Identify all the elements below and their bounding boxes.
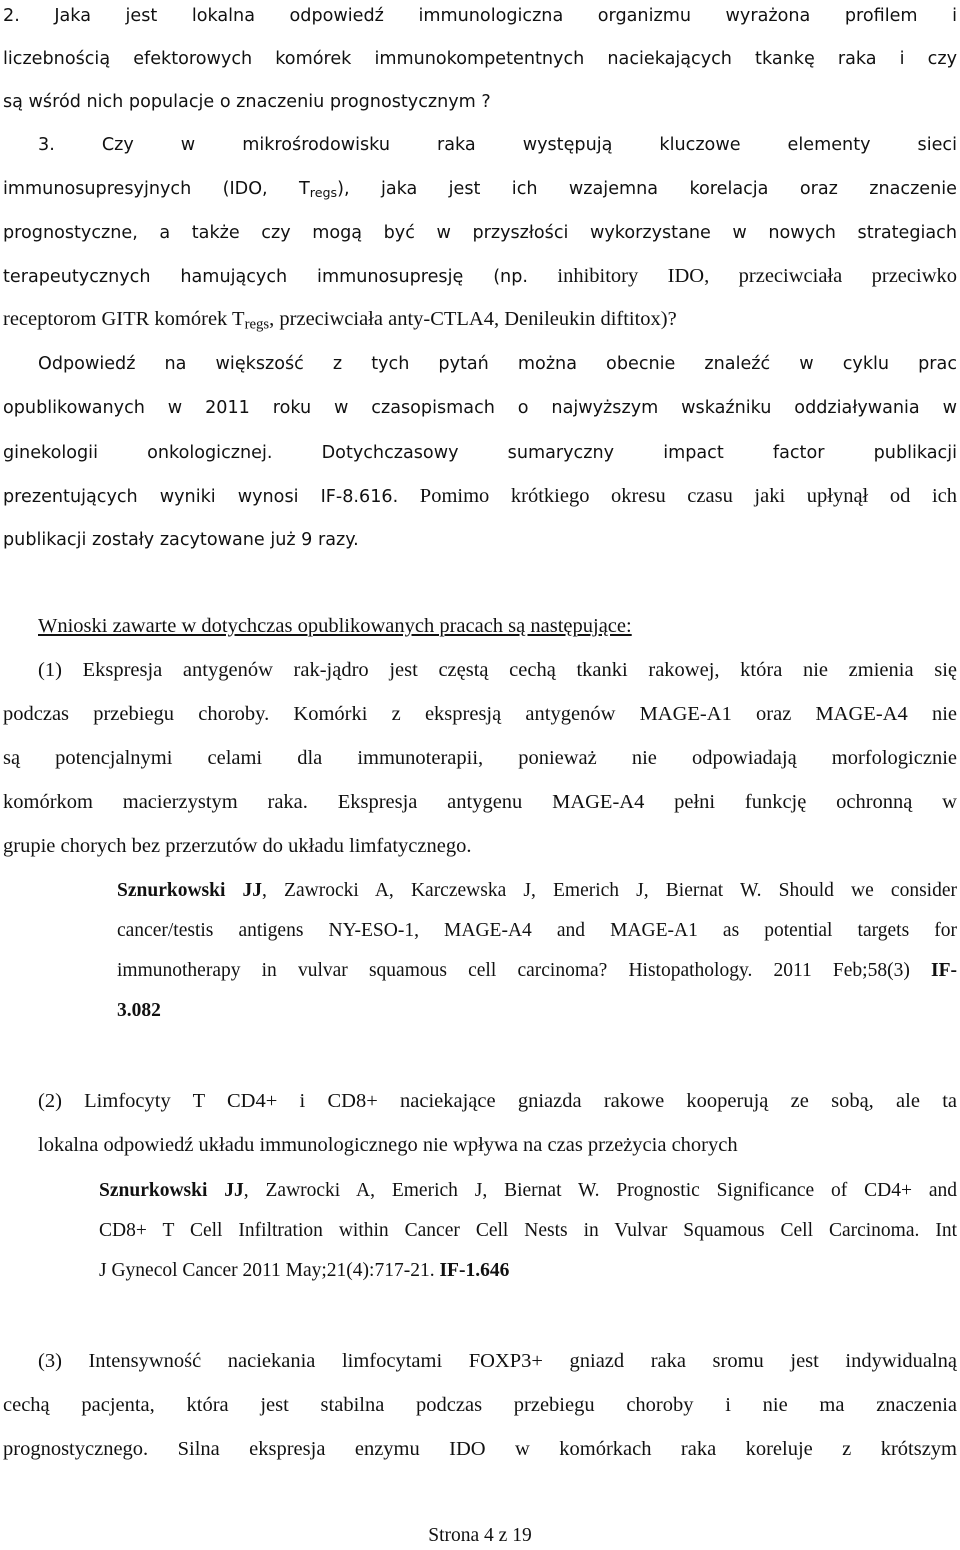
conclusion-3-line-2: cechą pacjenta, która jest stabilna podczas przebiegu choroby i nie ma znaczenia [3, 1394, 957, 1416]
question-3-line-3: prognostyczne, a także czy mogą być w przyszłości wykorzystane w nowych strategiach [3, 223, 957, 243]
conclusion-1-line-4: komórkom macierzystym raka. Ekspresja antygenu MAGE-A4 pełni funkcję ochronną w [3, 791, 957, 813]
answer-text: Pomimo krótkiego okresu czasu jaki upłynął od ich [398, 485, 957, 507]
question-3-text: ), jaka jest ich wzajemna korelacja oraz znaczenie [337, 179, 957, 199]
conclusion-3-line-1: (3) Intensywność naciekania limfocytami FOXP3+ gniazd raka sromu jest indywidualną [38, 1350, 957, 1372]
reference-1-line-3 [117, 957, 957, 985]
answer-line-1: Odpowiedź na większość z tych pytań można obecnie znaleźć w cyklu prac [38, 354, 957, 374]
conclusion-1-line-2: podczas przebiegu choroby. Komórki z ekspresją antygenów MAGE-A1 oraz MAGE-A4 nie [3, 703, 957, 725]
reference-text: , Zawrocki A, Karczewska J, Emerich J, Biernat W. Should we consider [262, 880, 957, 901]
answer-text: ginekologii onkologicznej. [3, 443, 273, 463]
reference-author: Sznurkowski JJ [117, 880, 263, 901]
answer-text: prezentujących wyniki wynosi IF-8.616. [3, 487, 399, 507]
reference-2-line-1 [99, 1177, 957, 1205]
conclusion-1-line-3: są potencjalnymi celami dla immunoterapii, ponieważ nie odpowiadają morfologicznie [3, 747, 957, 769]
reference-author: Sznurkowski JJ [99, 1180, 244, 1201]
question-2-line-3: są wśród nich populacje o znaczeniu prognostycznym ? [3, 92, 491, 112]
conclusion-3-line-3: prognostycznego. Silna ekspresja enzymu IDO w komórkach raka koreluje z krótszym [3, 1438, 957, 1460]
conclusion-1-line-5: grupie chorych bez przerzutów do układu limfatycznego. [3, 835, 472, 857]
page-number: Strona 4 z 19 [428, 1525, 532, 1546]
reference-1-line-1 [117, 877, 957, 905]
reference-1-line-2: cancer/testis antigens NY-ESO-1, MAGE-A4 and MAGE-A1 as potential targets for [117, 920, 957, 941]
conclusions-heading: Wnioski zawarte w dotychczas opublikowanych pracach są następujące: [38, 615, 632, 637]
answer-line-3 [3, 438, 957, 466]
reference-1-line-4: 3.082 [117, 1000, 161, 1021]
conclusion-2-line-1: (2) Limfocyty T CD4+ i CD8+ naciekające gniazda rakowe kooperują ze sobą, ale ta [38, 1090, 957, 1112]
question-3-line-2 [3, 175, 957, 203]
impact-factor: IF- [931, 960, 957, 981]
reference-text: J Gynecol Cancer 2011 May;21(4):717-21. [99, 1260, 440, 1281]
impact-factor: IF-1.646 [439, 1260, 510, 1281]
subscript-regs: regs [244, 316, 270, 333]
reference-2-line-3 [99, 1257, 957, 1285]
answer-text: Dotychczasowy sumaryczny impact factor publikacji [272, 443, 957, 463]
question-3-text: inhibitory IDO, przeciwciała przeciwko [527, 265, 957, 287]
question-3-text: receptorom GITR komórek T [3, 308, 245, 330]
reference-2-line-2: CD8+ T Cell Infiltration within Cancer Cell Nests in Vulvar Squamous Cell Carcinoma. Int [99, 1220, 957, 1241]
subscript-regs: regs [309, 185, 338, 201]
conclusion-1-line-1: (1) Ekspresja antygenów rak-jądro jest częstą cechą tkanki rakowej, która nie zmienia się [38, 659, 957, 681]
question-2-line-1: 2. Jaka jest lokalna odpowiedź immunologiczna organizmu wyrażona profilem i [3, 6, 957, 26]
reference-text: immunotherapy in vulvar squamous cell carcinoma? Histopathology. 2011 Feb;58(3) [117, 960, 931, 981]
answer-line-2: opublikowanych w 2011 roku w czasopismach o najwyższym wskaźniku oddziaływania w [3, 398, 957, 418]
answer-line-5: publikacji zostały zacytowane już 9 razy. [3, 530, 359, 550]
question-3-text: terapeutycznych hamujących immunosupresję (np. [3, 267, 528, 287]
question-3-text: immunosupresyjnych (IDO, T [3, 179, 310, 199]
conclusion-2-line-2: lokalna odpowiedź układu immunologicznego nie wpływa na czas przeżycia chorych [38, 1134, 738, 1156]
reference-text: , Zawrocki A, Emerich J, Biernat W. Prognostic Significance of CD4+ and [243, 1180, 957, 1201]
question-3-line-4 [3, 262, 957, 290]
question-2-line-2: liczebnością efektorowych komórek immunokompetentnych naciekających tkankę raka i czy [3, 49, 957, 69]
question-3-line-5 [3, 305, 957, 339]
answer-line-4 [3, 482, 957, 510]
question-3-text: , przeciwciała anty-CTLA4, Denileukin diftitox)? [269, 308, 677, 330]
question-3-line-1: 3. Czy w mikrośrodowisku raka występują kluczowe elementy sieci [38, 135, 957, 155]
